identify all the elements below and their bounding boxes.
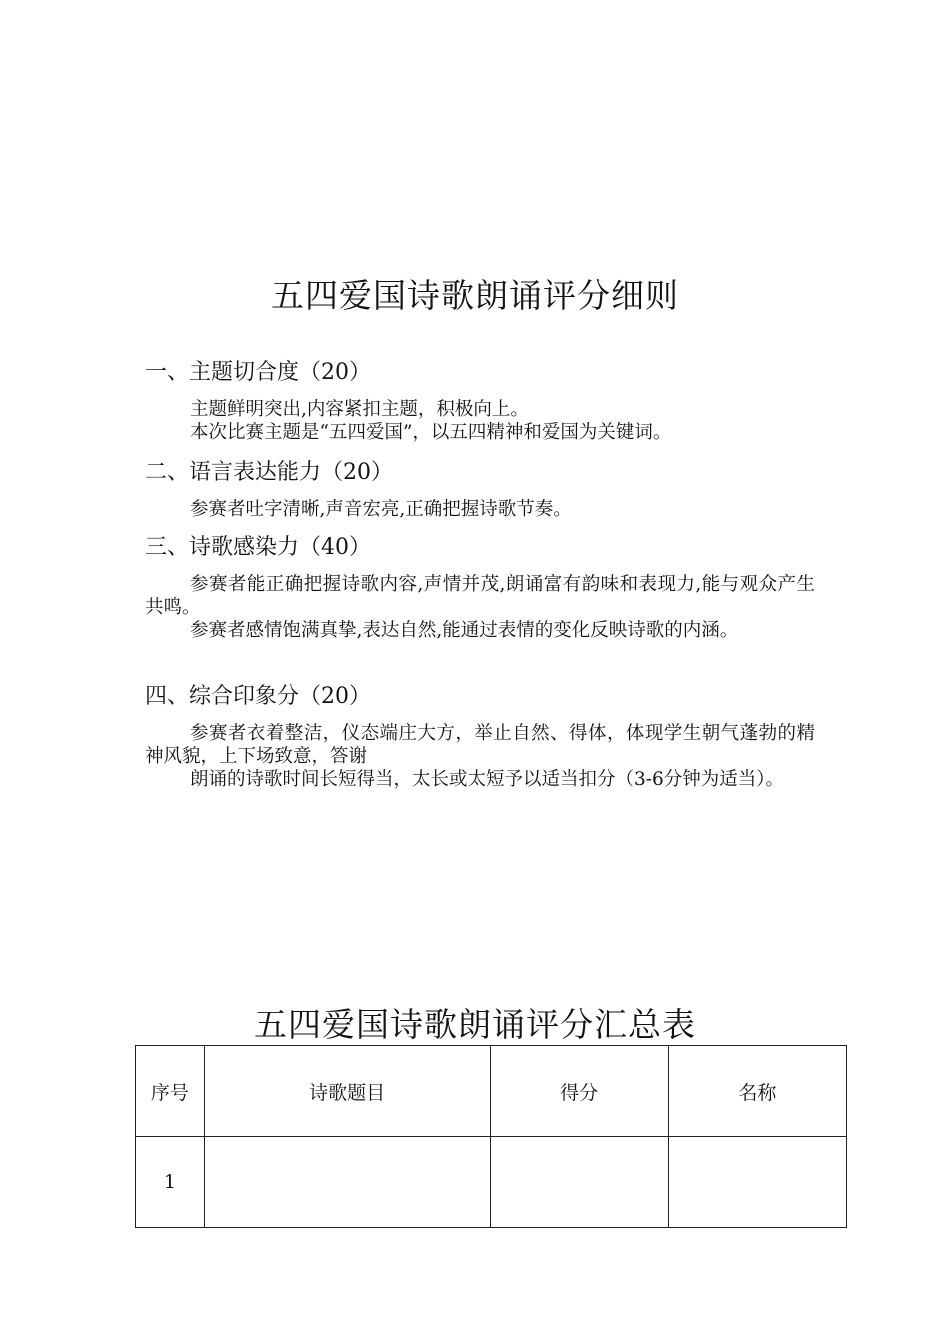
- section-language: [145, 458, 815, 521]
- summary-table: [135, 1045, 847, 1228]
- summary-table-title: 五四爱国诗歌朗诵评分汇总表: [254, 1005, 696, 1045]
- table-cell-score[interactable]: [490, 1137, 668, 1228]
- table-cell-name[interactable]: [668, 1137, 846, 1228]
- table-header-row: [136, 1046, 847, 1137]
- section-heading: 一、主题切合度（20）: [145, 360, 371, 385]
- section-paragraph: 参赛者能正确把握诗歌内容,声情并茂,朗诵富有韵味和表现力,能与观众产生共鸣。: [145, 574, 815, 618]
- column-header-name: 名称: [668, 1046, 846, 1137]
- section-appeal: [145, 533, 815, 642]
- table-row: [136, 1137, 847, 1228]
- section-heading: 二、语言表达能力（20）: [145, 460, 393, 485]
- column-header-score: 得分: [490, 1046, 668, 1137]
- column-header-poem-title: 诗歌题目: [204, 1046, 490, 1137]
- section-paragraph: 朗诵的诗歌时间长短得当，太长或太短予以适当扣分（3-6分钟为适当）。: [190, 769, 785, 790]
- section-impression: [145, 682, 815, 791]
- table-cell-seq: 1: [136, 1137, 205, 1228]
- section-theme: [145, 358, 815, 444]
- table-cell-poem-title[interactable]: [204, 1137, 490, 1228]
- section-paragraph: 本次比赛主题是“五四爱国”，以五四精神和爱国为关键词。: [190, 422, 672, 443]
- section-paragraph: 参赛者感情饱满真挚,表达自然,能通过表情的变化反映诗歌的内涵。: [190, 620, 739, 641]
- section-heading: 三、诗歌感染力（40）: [145, 535, 371, 560]
- section-paragraph: 参赛者吐字清晰,声音宏亮,正确把握诗歌节奏。: [190, 499, 572, 520]
- section-paragraph: 主题鲜明突出,内容紧扣主题，积极向上。: [190, 399, 529, 420]
- page-title: 五四爱国诗歌朗诵评分细则: [271, 276, 679, 316]
- section-heading: 四、综合印象分（20）: [145, 684, 371, 709]
- section-paragraph: 参赛者衣着整洁，仪态端庄大方，举止自然、得体，体现学生朝气蓬勃的精神风貌，上下场致意，答谢: [145, 723, 815, 767]
- column-header-seq: 序号: [136, 1046, 205, 1137]
